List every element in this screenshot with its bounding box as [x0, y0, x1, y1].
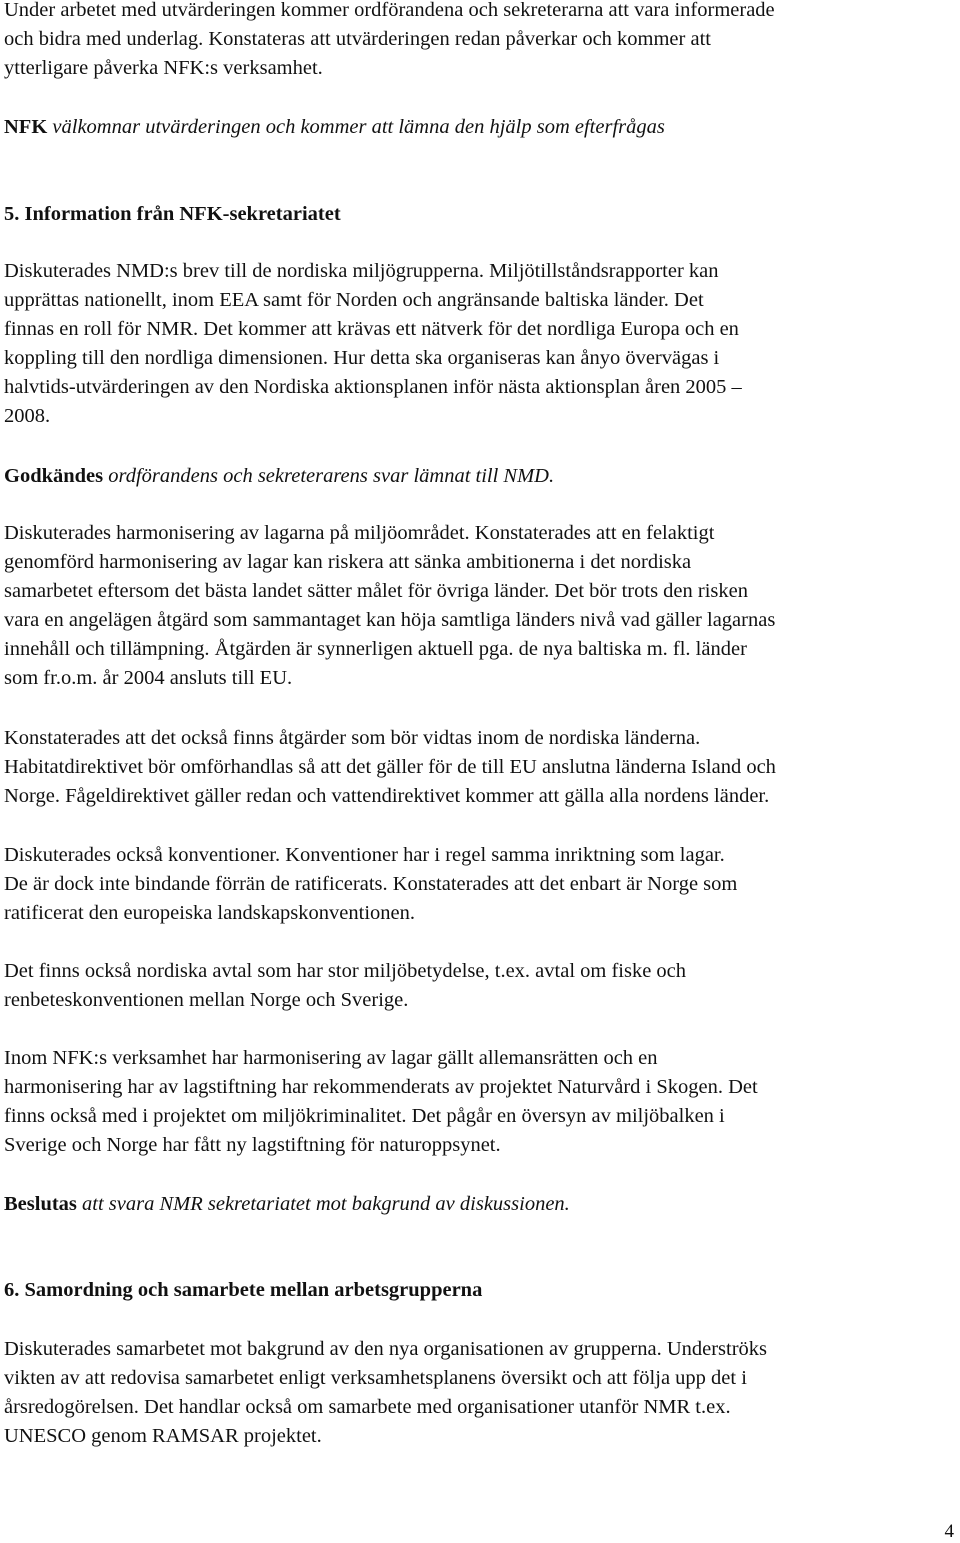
decision-text: att svara NMR sekretariatet mot bakgrund av diskussionen.	[76, 1193, 570, 1215]
text-line: Diskuterades samarbetet mot bakgrund av den nya organisationen av grupperna. Underströks	[4, 1338, 768, 1360]
text-line: Diskuterades NMD:s brev till de nordiska miljögrupperna. Miljötillståndsrapporter kan	[4, 260, 719, 282]
text-line: koppling till den nordliga dimensionen. Hur detta ska organiseras kan ånyo övervägas i	[4, 347, 720, 369]
text-line: vikten av att redovisa samarbetet enligt verksamhetsplanens översikt och att följa upp det i	[4, 1367, 747, 1389]
decision-nfk-welcomes	[4, 113, 956, 142]
paragraph-nmd-letter	[4, 257, 956, 431]
text-line: årsredogörelsen. Det handlar också om samarbete med organisationer utanför NMR t.ex.	[4, 1396, 731, 1418]
text-line: och bidra med underlag. Konstateras att utvärderingen redan påverkar och kommer att	[4, 28, 711, 50]
text-line: ratificerat den europeiska landskapskonventionen.	[4, 902, 415, 924]
paragraph-harmonisation	[4, 519, 956, 693]
text-line: Diskuterades harmonisering av lagarna på miljöområdet. Konstaterades att en felaktigt	[4, 522, 715, 544]
text-line: De är dock inte bindande förrän de ratificerats. Konstaterades att det enbart är Norge som	[4, 873, 738, 895]
text-line: innehåll och tillämpning. Åtgärden är synnerligen aktuell pga. de nya baltiska m. fl. länder	[4, 638, 747, 660]
decision-resolved	[4, 1190, 956, 1219]
decision-keyword: NFK	[4, 116, 48, 138]
text-line: Inom NFK:s verksamhet har harmonisering av lagar gällt allemansrätten och en	[4, 1047, 658, 1069]
text-line: upprättas nationellt, inom EEA samt för Norden och angränsande baltiska länder. Det	[4, 289, 704, 311]
text-line: samarbetet eftersom det bästa landet sätter målet för övriga länder. Det bör trots den risken	[4, 580, 748, 602]
text-line: som fr.o.m. år 2004 ansluts till EU.	[4, 667, 293, 689]
text-line: Konstaterades att det också finns åtgärder som bör vidtas inom de nordiska länderna.	[4, 727, 701, 749]
text-line: vara en angelägen åtgärd som sammantaget kan höja samtliga länders nivå vad gäller lagarnas	[4, 609, 776, 631]
text-line: Det finns också nordiska avtal som har stor miljöbetydelse, t.ex. avtal om fiske och	[4, 960, 687, 982]
text-line: ytterligare påverka NFK:s verksamhet.	[4, 57, 323, 79]
text-line: halvtids-utvärderingen av den Nordiska aktionsplanen inför nästa aktionsplan åren 2005 –	[4, 376, 742, 398]
decision-keyword: Godkändes	[4, 465, 104, 487]
paragraph-conventions	[4, 841, 956, 928]
text-line: Norge. Fågeldirektivet gäller redan och vattendirektivet kommer att gälla alla nordens länder.	[4, 785, 770, 807]
paragraph-evaluation	[4, 0, 956, 83]
page-number: 4	[944, 1521, 954, 1542]
section-heading-5: 5. Information från NFK-sekretariatet	[4, 203, 341, 225]
text-line: harmonisering har av lagstiftning har rekommenderats av projektet Naturvård i Skogen. Det	[4, 1076, 758, 1098]
text-line: Habitatdirektivet bör omförhandlas så att det gäller för de till EU anslutna länderna Island och	[4, 756, 776, 778]
text-line: finnas en roll för NMR. Det kommer att krävas ett nätverk för det nordliga Europa och en	[4, 318, 739, 340]
text-line: UNESCO genom RAMSAR projektet.	[4, 1425, 322, 1447]
text-line: finns också med i projektet om miljökriminalitet. Det pågår en översyn av miljöbalken i	[4, 1105, 725, 1127]
decision-text: ordförandens och sekreterarens svar lämnat till NMD.	[103, 465, 555, 487]
text-line: genomförd harmonisering av lagar kan riskera att sänka ambitionerna i det nordiska	[4, 551, 692, 573]
paragraph-nordic-measures	[4, 724, 956, 811]
decision-approved	[4, 462, 956, 491]
decision-keyword: Beslutas	[4, 1193, 77, 1215]
text-line: Under arbetet med utvärderingen kommer ordförandena och sekreterarna att vara informerade	[4, 0, 775, 21]
paragraph-nfk-activities	[4, 1044, 956, 1160]
decision-text: välkomnar utvärderingen och kommer att lämna den hjälp som efterfrågas	[47, 116, 665, 138]
text-line: 2008.	[4, 405, 51, 427]
section-heading-6: 6. Samordning och samarbete mellan arbetsgrupperna	[4, 1279, 483, 1301]
paragraph-nordic-agreements	[4, 957, 956, 1015]
text-line: renbeteskonventionen mellan Norge och Sverige.	[4, 989, 409, 1011]
paragraph-coordination	[4, 1335, 956, 1451]
text-line: Diskuterades också konventioner. Konventioner har i regel samma inriktning som lagar.	[4, 844, 725, 866]
text-line: Sverige och Norge har fått ny lagstiftning för naturoppsynet.	[4, 1134, 501, 1156]
